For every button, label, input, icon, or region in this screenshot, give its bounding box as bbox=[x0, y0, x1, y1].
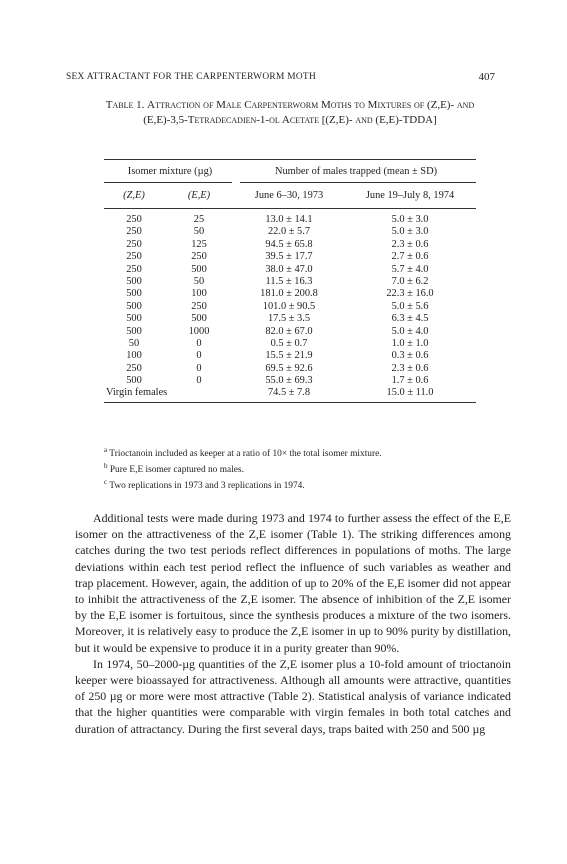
header-males-trapped: Number of males trapped (mean ± SD) bbox=[274, 165, 438, 177]
table-cell-ee: 0 bbox=[196, 375, 202, 387]
table-row-virgin-females bbox=[104, 387, 476, 399]
table-cell-y1974: 5.0 ± 3.0 bbox=[391, 214, 429, 225]
table-cell-y1973: 13.0 ± 14.1 bbox=[265, 214, 313, 225]
table-cell-ze: 500 bbox=[126, 275, 142, 287]
header-ee: (E,E) bbox=[187, 190, 211, 201]
table-cell-y1973: 22.0 ± 5.7 bbox=[267, 226, 311, 238]
table-row bbox=[104, 214, 476, 226]
header-isomer-mixture: Isomer mixture (µg) bbox=[127, 165, 213, 177]
table-cell-ee: 500 bbox=[191, 313, 207, 325]
table-cell-y1974: 1.0 ± 1.0 bbox=[391, 337, 429, 349]
header-1973: June 6–30, 1973 bbox=[254, 190, 324, 201]
table-cell-y1973: 38.0 ± 47.0 bbox=[265, 263, 313, 275]
table-cell-y1973: 39.5 ± 17.7 bbox=[265, 251, 313, 263]
table-cell-label: Virgin females bbox=[106, 387, 168, 399]
table-cell-y1973: 74.5 ± 7.8 bbox=[267, 387, 311, 399]
table-cell-ze: 250 bbox=[126, 251, 142, 263]
table-cell-y1973: 15.5 ± 21.9 bbox=[265, 350, 313, 362]
page-number: 407 bbox=[478, 71, 495, 83]
table-cell-ze: 250 bbox=[126, 214, 142, 225]
table-cell-y1973: 0.5 ± 0.7 bbox=[270, 337, 308, 349]
table-cell-y1973: 17.5 ± 3.5 bbox=[267, 313, 311, 325]
table-cell-y1974: 5.0 ± 4.0 bbox=[391, 325, 429, 337]
table-row bbox=[104, 288, 476, 300]
table-row bbox=[104, 338, 476, 350]
table-row bbox=[104, 313, 476, 325]
table-header-group bbox=[104, 160, 476, 182]
table-row bbox=[104, 276, 476, 288]
header-subrule bbox=[104, 182, 476, 183]
table-row bbox=[104, 326, 476, 338]
table-label: Table 1. bbox=[105, 99, 145, 111]
table-cell-ee: 0 bbox=[196, 337, 202, 349]
table-cell-y1973: 55.0 ± 69.3 bbox=[265, 375, 313, 387]
table-cell-y1974: 2.3 ± 0.6 bbox=[391, 362, 429, 374]
table-cell-ee: 1000 bbox=[188, 325, 210, 337]
table-row bbox=[104, 251, 476, 263]
table-cell-ee: 0 bbox=[196, 362, 202, 374]
table-cell-ee: 100 bbox=[191, 288, 207, 300]
table-cell-y1973: 101.0 ± 90.5 bbox=[262, 300, 316, 312]
table-cell-ze: 250 bbox=[126, 226, 142, 238]
table-cell-ze: 250 bbox=[126, 362, 142, 374]
table-row bbox=[104, 363, 476, 375]
table-cell-y1973: 94.5 ± 65.8 bbox=[265, 238, 313, 250]
table-row bbox=[104, 375, 476, 387]
table-cell-y1973: 11.5 ± 16.3 bbox=[265, 275, 313, 287]
table-cell-ze: 500 bbox=[126, 375, 142, 387]
table-cell-y1974: 5.7 ± 4.0 bbox=[391, 263, 429, 275]
table-cell-ee: 250 bbox=[191, 300, 207, 312]
table-body bbox=[104, 209, 476, 402]
table-row bbox=[104, 226, 476, 238]
table-caption bbox=[104, 98, 476, 128]
table-cell-y1974: 1.7 ± 0.6 bbox=[391, 375, 429, 387]
table-caption-text: Attraction of Male Carpenterworm Moths to Mixtures of (Z,E)- and (E,E)-3,5-Tetradecadien-1-ol Acetate [(Z,E)- and (E,E)-TDDA] bbox=[143, 99, 475, 126]
table-cell-ze: 500 bbox=[126, 313, 142, 325]
table-cell-ze: 500 bbox=[126, 300, 142, 312]
body-text bbox=[75, 510, 511, 737]
table-cell-y1973: 181.0 ± 200.8 bbox=[260, 288, 318, 300]
table-cell-y1973: 69.5 ± 92.6 bbox=[265, 362, 313, 374]
table-row bbox=[104, 239, 476, 251]
table-cell-ee: 125 bbox=[191, 238, 207, 250]
table-cell-y1974: 22.3 ± 16.0 bbox=[386, 288, 434, 300]
data-table bbox=[104, 159, 476, 403]
table-row bbox=[104, 301, 476, 313]
table-cell-y1974: 5.0 ± 3.0 bbox=[391, 226, 429, 238]
table-cell-ee: 50 bbox=[193, 275, 205, 287]
table-cell-y1974: 2.3 ± 0.6 bbox=[391, 238, 429, 250]
table-cell-ze: 50 bbox=[128, 337, 140, 349]
header-1974: June 19–July 8, 1974 bbox=[365, 190, 455, 201]
table-bottom-rule bbox=[104, 402, 476, 403]
table-cell-ee: 0 bbox=[196, 350, 202, 362]
footnote-c: $^c$ Two replications in 1973 and 3 replications in 1974. bbox=[104, 478, 305, 492]
table-cell-y1974: 7.0 ± 6.2 bbox=[391, 275, 429, 287]
running-head bbox=[66, 72, 495, 82]
table-cell-ee: 250 bbox=[191, 251, 207, 263]
paragraph-2: In 1974, 50–2000-µg quantities of the Z,E isomer plus a 10-fold amount of trioctanoin keeper were bioassayed for attractiveness. Although all amounts were attractive, quantities of 250 µg or more were most attractive (Table 2). Statistical analysis of variance indicated that the higher quantities were comparable with virgin females in both total catches and duration of attractancy. During the first several days, traps baited with 250 and 500 µg bbox=[75, 656, 511, 736]
table-cell-ze: 500 bbox=[126, 288, 142, 300]
table-cell-ee: 50 bbox=[193, 226, 205, 238]
table-cell-y1974: 15.0 ± 11.0 bbox=[386, 387, 434, 399]
footnote-a: $^a$ Trioctanoin included as keeper at a ratio of 10× the total isomer mixture. bbox=[104, 446, 382, 460]
footnote-b: $^b$ Pure E,E isomer captured no males. bbox=[104, 462, 244, 476]
table-cell-ee: 25 bbox=[193, 214, 205, 225]
table-cell-y1974: 2.7 ± 0.6 bbox=[391, 251, 429, 263]
header-ze: (Z,E) bbox=[123, 190, 145, 201]
table-cell-y1974: 6.3 ± 4.5 bbox=[391, 313, 429, 325]
table-cell-ze: 250 bbox=[126, 263, 142, 275]
running-head-title: SEX ATTRACTANT FOR THE CARPENTERWORM MOTH bbox=[66, 72, 317, 82]
table-cell-ee: 500 bbox=[191, 263, 207, 275]
table-footnotes bbox=[104, 444, 484, 492]
table-cell-y1974: 0.3 ± 0.6 bbox=[391, 350, 429, 362]
table-cell-y1974: 5.0 ± 5.6 bbox=[391, 300, 429, 312]
table-cell-ze: 500 bbox=[126, 325, 142, 337]
table-row bbox=[104, 350, 476, 362]
table-cell-y1973: 82.0 ± 67.0 bbox=[265, 325, 313, 337]
table-cell-ze: 250 bbox=[126, 238, 142, 250]
table-cell-ze: 100 bbox=[126, 350, 142, 362]
table-row bbox=[104, 264, 476, 276]
table-header-columns bbox=[104, 183, 476, 208]
paragraph-1: Additional tests were made during 1973 and 1974 to further assess the effect of the E,E isomer on the attractiveness of the Z,E isomer (Table 1). The striking differences among catches during the two test periods reflect differences in populations of moths. The large deviations within each test period reflect the influence of such variables as weather and trap placement. However, again, the addition of up to 20% of the E,E isomer did not appear to inhibit the attractiveness of the Z,E isomer. The absence of inhibition of the Z,E isomer by the E,E isomer is fortuitous, since the synthesis produces a mixture of the two isomers. Moreover, it is relatively easy to produce the Z,E isomer in up to 90% purity by distillation, but it would be expensive to produce it in a purity greater than 90%. bbox=[75, 511, 511, 655]
